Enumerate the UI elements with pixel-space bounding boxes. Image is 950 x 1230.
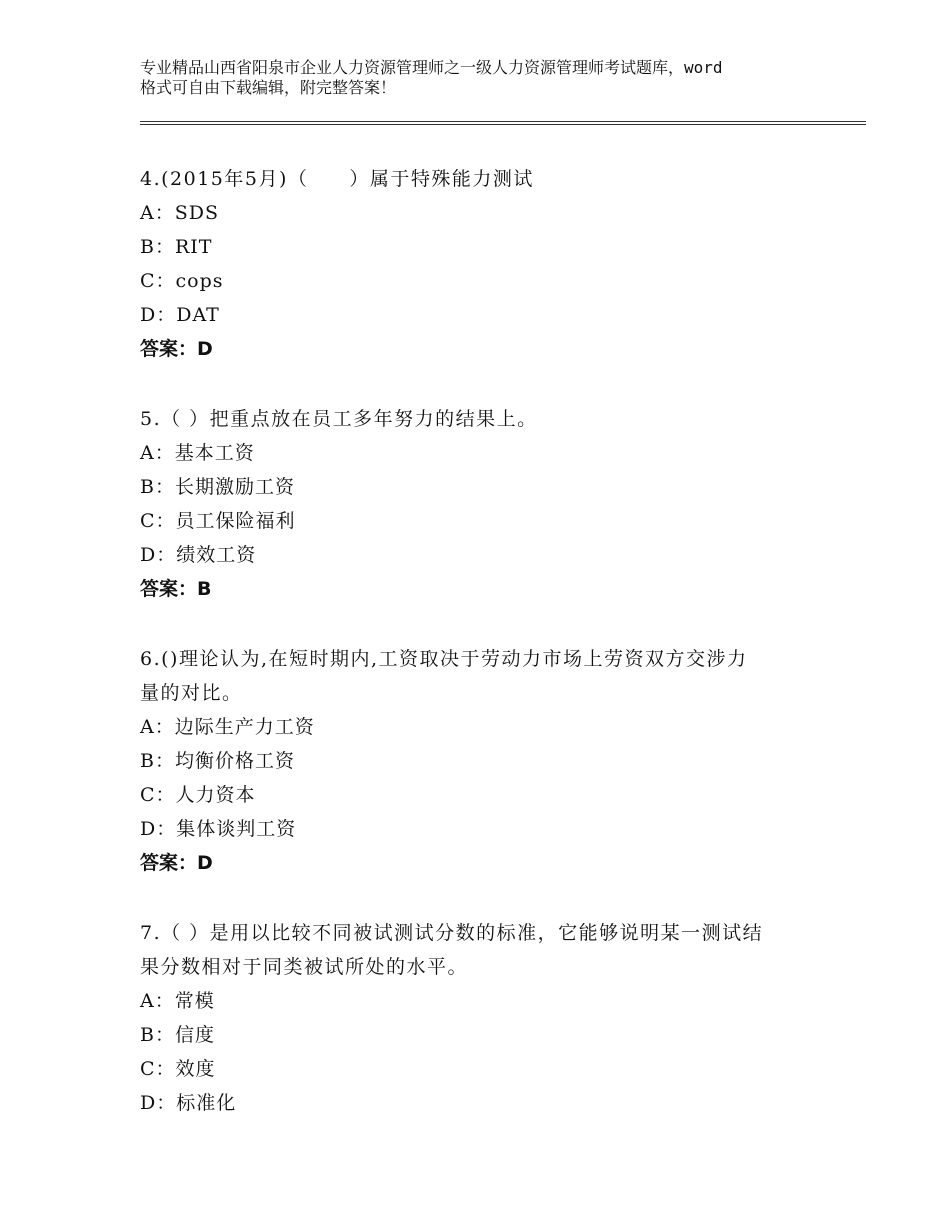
question-spacer [140,366,820,402]
question-text: 7.（ ）是用以比较不同被试测试分数的标准，它能够说明某一测试结 [140,922,764,944]
option-c: C：人力资本 [140,784,256,806]
question-text: 6.()理论认为,在短时期内,工资取决于劳动力市场上劳资双方交涉力 [140,648,748,670]
option-b: B：RIT [140,236,213,258]
option-c: C：效度 [140,1058,216,1080]
question-6 [140,642,820,880]
answer: 答案：B [140,578,212,600]
option-a: A：常模 [140,990,215,1012]
header-line-1: 专业精品山西省阳泉市企业人力资源管理师之一级人力资源管理师考试题库，word [140,58,723,77]
option-a: A：SDS [140,202,219,224]
question-5 [140,402,820,606]
answer: 答案：D [140,338,213,360]
question-text-continued: 量的对比。 [140,682,243,704]
question-text: 5.（ ）把重点放在员工多年努力的结果上。 [140,408,538,430]
option-b: B：信度 [140,1024,215,1046]
question-spacer [140,880,820,916]
header-rule-top [140,121,866,122]
option-d: D：标准化 [140,1092,237,1114]
option-c: C：cops [140,270,224,292]
option-d: D：绩效工资 [140,544,257,566]
question-text: 4.(2015年5月)（ ）属于特殊能力测试 [140,168,534,190]
option-a: A：基本工资 [140,442,255,464]
option-a: A：边际生产力工资 [140,716,315,738]
header-rule-bottom [140,124,866,125]
header-line-2: 格式可自由下载编辑，附完整答案！ [140,78,397,97]
option-c: C：员工保险福利 [140,510,296,532]
option-d: D：集体谈判工资 [140,818,297,840]
option-b: B：长期激励工资 [140,476,295,498]
question-spacer [140,606,820,642]
question-7 [140,916,820,1120]
question-text-continued: 果分数相对于同类被试所处的水平。 [140,956,469,978]
option-b: B：均衡价格工资 [140,750,295,772]
answer: 答案：D [140,852,213,874]
option-d: D：DAT [140,304,220,326]
question-4 [140,162,820,366]
document-header [140,58,840,98]
question-list [140,162,820,1120]
